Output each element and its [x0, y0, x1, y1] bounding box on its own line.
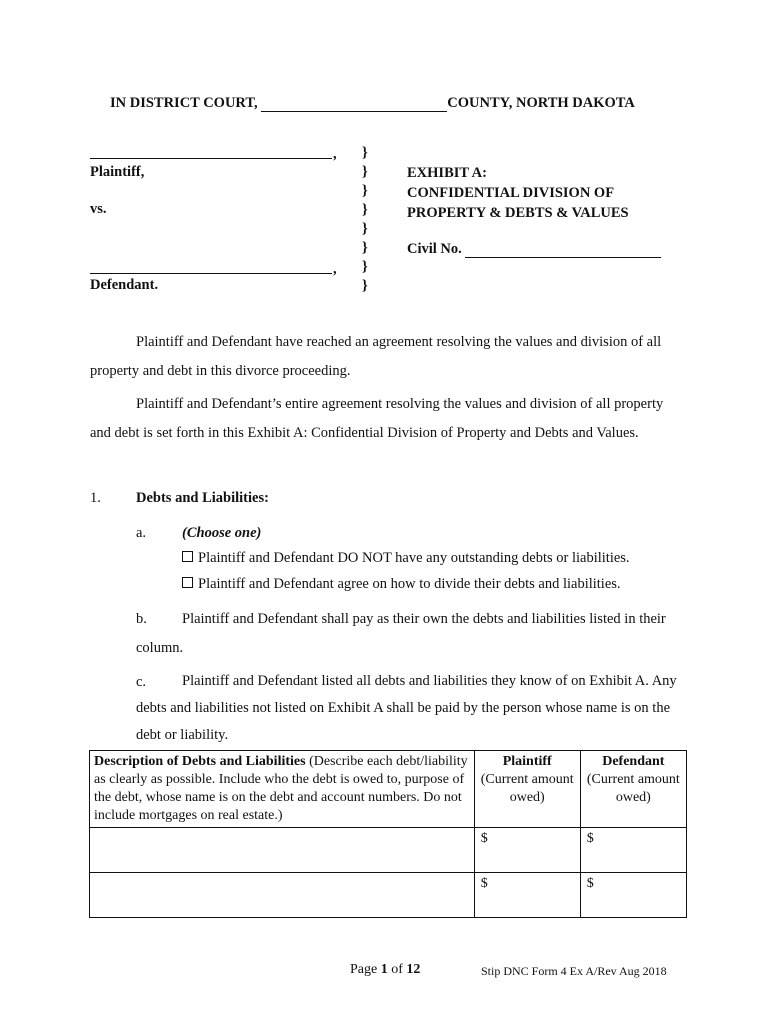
intro-paragraph-1: Plaintiff and Defendant have reached an agreement resolving the values and division of all property and debt in this divorce proceeding.: [90, 334, 662, 379]
item-a-label: a.: [136, 525, 147, 541]
brace: }: [362, 145, 368, 161]
court-header-left: IN DISTRICT COURT,: [110, 95, 262, 111]
debt-description-cell[interactable]: [90, 828, 475, 873]
brace: }: [362, 221, 368, 237]
defendant-amount-cell[interactable]: $: [580, 828, 686, 873]
plaintiff-comma: ,: [333, 146, 337, 162]
debt-description-cell[interactable]: [90, 873, 475, 918]
plaintiff-amount-cell[interactable]: $: [474, 828, 580, 873]
defendant-label: Defendant.: [90, 277, 159, 293]
option-no-debts-label: Plaintiff and Defendant DO NOT have any outstanding debts or liabilities.: [198, 550, 630, 566]
plaintiff-name-blank[interactable]: [90, 158, 332, 159]
option-no-debts[interactable]: [182, 550, 630, 567]
defendant-comma: ,: [333, 261, 337, 277]
option-divide-debts-label: Plaintiff and Defendant agree on how to divide their debts and liabilities.: [198, 576, 621, 592]
item-c-label: c.: [136, 674, 147, 690]
defendant-name-blank[interactable]: [90, 273, 332, 274]
defendant-amount-cell[interactable]: $: [580, 873, 686, 918]
table-row: [90, 828, 687, 873]
defendant-header-title: Defendant: [602, 754, 665, 769]
description-header: [90, 751, 475, 828]
form-id: Stip DNC Form 4 Ex A/Rev Aug 2018: [481, 964, 667, 978]
civil-no-label: Civil No.: [407, 241, 466, 257]
exhibit-title: [407, 163, 629, 223]
brace: }: [362, 240, 368, 256]
brace: }: [362, 278, 368, 294]
plaintiff-header: [474, 751, 580, 828]
page-current: 1: [380, 962, 388, 977]
plaintiff-label: Plaintiff,: [90, 164, 145, 180]
debts-table: [89, 750, 687, 918]
option-divide-debts[interactable]: [182, 576, 621, 593]
checkbox-divide-debts[interactable]: [182, 577, 193, 588]
checkbox-no-debts[interactable]: [182, 551, 193, 562]
brace: }: [362, 164, 368, 180]
table-row: [90, 873, 687, 918]
civil-no: [407, 241, 661, 258]
defendant-header: [580, 751, 686, 828]
exhibit-title-line3: PROPERTY & DEBTS & VALUES: [407, 205, 629, 221]
defendant-header-sub: (Current amount owed): [586, 772, 680, 805]
civil-no-blank[interactable]: [465, 243, 661, 258]
brace: }: [362, 183, 368, 199]
page-total: 12: [406, 962, 421, 977]
court-header: [110, 95, 635, 112]
item-c-text: Plaintiff and Defendant listed all debts and liabilities they know of on Exhibit A. Any debts and liabilities not listed on Exhibit A shall be paid by the person whose name is on the debt or liability.: [136, 673, 677, 743]
description-header-title: Description of Debts and Liabilities: [94, 754, 306, 769]
page-prefix: Page: [350, 962, 381, 977]
caption-braces: [362, 144, 368, 296]
item-b-label: b.: [136, 611, 147, 627]
page-number: [350, 962, 420, 978]
brace: }: [362, 202, 368, 218]
plaintiff-amount-cell[interactable]: $: [474, 873, 580, 918]
plaintiff-header-sub: (Current amount owed): [480, 772, 574, 805]
exhibit-title-line1: EXHIBIT A:: [407, 165, 487, 181]
exhibit-title-line2: CONFIDENTIAL DIVISION OF: [407, 185, 615, 201]
page-of: of: [387, 962, 407, 977]
table-header-row: [90, 751, 687, 828]
description-header-instructions: (Describe each debt/liability as clearly as possible. Include who the debt is owed to, purpose of the debt, whose name is on the debt and account numbers. Do not include mortgages on real estate.): [94, 754, 468, 823]
choose-one-label: (Choose one): [182, 525, 262, 541]
county-blank[interactable]: [261, 97, 447, 112]
item-b-text: Plaintiff and Defendant shall pay as their own the debts and liabilities listed in their column.: [136, 611, 666, 656]
plaintiff-header-title: Plaintiff: [502, 754, 552, 769]
section-1-title: Debts and Liabilities:: [136, 490, 269, 506]
court-header-right: COUNTY, NORTH DAKOTA: [447, 95, 635, 111]
vs-label: vs.: [90, 201, 107, 217]
intro-paragraph-2: Plaintiff and Defendant’s entire agreement resolving the values and division of all property and debt is set forth in this Exhibit A: Confidential Division of Property and Debts and Values.: [90, 396, 664, 441]
brace: }: [362, 259, 368, 275]
section-1-number: 1.: [90, 490, 101, 506]
